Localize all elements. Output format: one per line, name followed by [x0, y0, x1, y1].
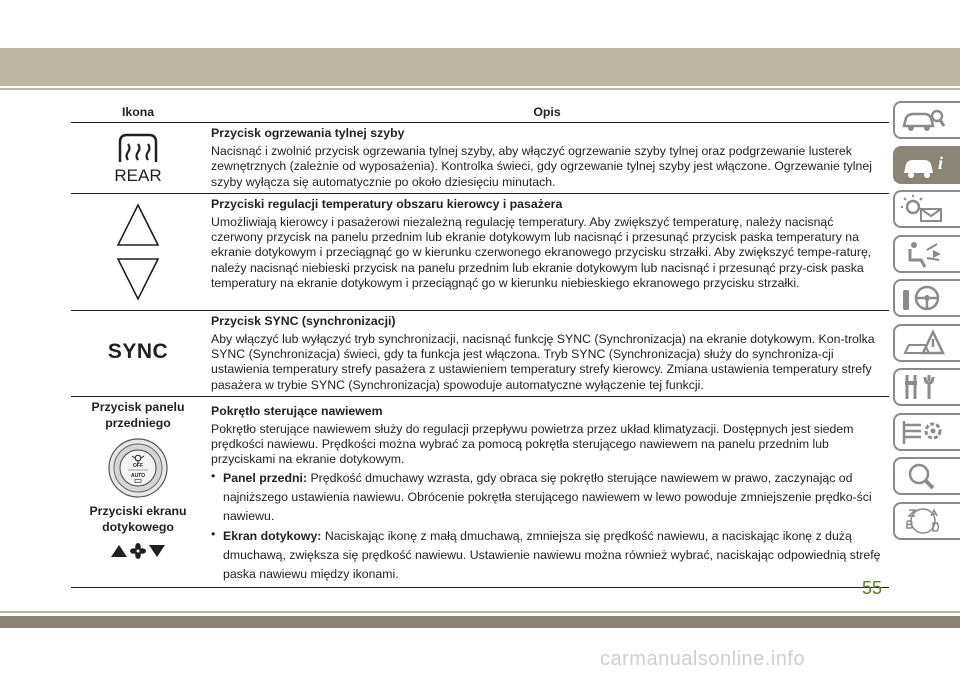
table-row-rear-defrost: [71, 123, 889, 194]
touchscreen-label-2: dotykowego: [102, 519, 174, 534]
top-decorative-band: [0, 48, 960, 86]
warning-lights-icon: [901, 195, 945, 223]
front-panel-label: Przycisk panelu: [91, 399, 185, 414]
header-icon-column: Ikona: [71, 104, 205, 123]
rear-defrost-icon: [116, 132, 160, 164]
sync-description: [205, 310, 889, 396]
row-text: Nacisnąć i zwolnić przycisk ogrzewania tylnej szyby, aby włączyć ogrzewanie szyby tylnej oraz podgrzewanie lusterek zewnętrznych (zależnie od wyposażenia). Kontrolka świeci, gdy ogrzewanie tylnej szyby jest włączone. Ogrzewanie tylnej szyby wyłącza się automatycznie po około dziesięciu minutach.: [211, 144, 872, 189]
bullet-text: Naciskając ikonę z małą dmuchawą, zmniejsza się prędkość nawiewu, a naciskając ikonę z dużą dmuchawą, zwiększa się prędkość nawiewu. Ustawienie nawiewu można również wybrać, naciskając odpowiednią strefę paska nawiewu między ikonami.: [223, 528, 881, 581]
row-text: Umożliwiają kierowcy i pasażerowi niezależną regulację temperatury. Aby zwiększyć temperaturę, należy nacisnąć czerwony przycisk na panelu przednim lub ekranie dotykowym lub nacisnąć i przesunąć przycisk paska temperatury na ekranie dotykowym i przeciągnąć go w kierunku czerwonego ekranowego przycisku strzałki. Aby zwiększyć tempe-raturę, należy nacisnąć niebieski przycisk na panelu przednim lub ekranie dotykowym lub nacisnąć i przesunąć przy-cisk paska temperatury na ekranie dotykowym i przeciągnąć go w kierunku niebieskiego ekranowego przycisku strzałki.: [211, 215, 872, 290]
row-text: Pokrętło sterujące nawiewem służy do regulacji przepływu powietrza przez układ klimatyzacji. Dostępnych jest siedem prędkości nawiewu. Prędkości można wybrać za pomocą pokrętła sterującego nawiewem na panelu przednim lub przyciskami na ekranie dotykowym.: [211, 422, 854, 467]
alphabet-icon: [901, 507, 945, 535]
knob-auto-label: AUTO: [130, 472, 146, 479]
touchscreen-label: Przyciski ekranu: [89, 503, 187, 518]
table-header-row: [71, 104, 889, 123]
row-title: Przycisk SYNC (synchronizacji): [211, 313, 396, 328]
tab-steering-wheel[interactable]: [893, 279, 960, 317]
rear-defrost-description: [205, 123, 889, 194]
temp-down-arrow-icon: [115, 256, 161, 302]
steering-wheel-icon: [901, 284, 945, 312]
rear-icon-label: REAR: [114, 166, 162, 185]
tab-car-search[interactable]: [893, 101, 960, 139]
row-title: Pokrętło sterujące nawiewem: [211, 403, 383, 418]
tab-alphabet[interactable]: [893, 502, 960, 540]
svg-text:i: i: [938, 152, 944, 173]
rear-defrost-icon-cell: [71, 123, 205, 194]
temperature-description: [205, 193, 889, 310]
blower-knob-icon: [107, 437, 169, 499]
temperature-icon-cell: [71, 193, 205, 310]
tab-specs[interactable]: [893, 413, 960, 451]
front-panel-label-2: przedniego: [105, 415, 171, 430]
hazard-icon: [901, 329, 945, 357]
bullet-label: Panel przedni:: [223, 470, 308, 485]
table-row-blower: [71, 396, 889, 587]
table-row-temperature: [71, 193, 889, 310]
row-title: Przyciski regulacji temperatury obszaru kierowcy i pasażera: [211, 196, 563, 211]
bullet-label: Ekran dotykowy:: [223, 528, 322, 543]
top-divider: [0, 88, 960, 90]
tab-tools[interactable]: [893, 368, 960, 406]
page-number: 55: [862, 578, 883, 598]
controls-table: [71, 104, 889, 588]
knob-off-label: OFF: [133, 462, 143, 469]
watermark: carmanualsonline.info: [600, 648, 806, 670]
tab-index-search[interactable]: [893, 457, 960, 495]
tab-warning-lights[interactable]: [893, 190, 960, 228]
bullet-text: Prędkość dmuchawy wzrasta, gdy obraca się pokrętło sterujące nawiewem w prawo, zaczynając od najniższego ustawienia nawiewu. Obrócenie pokrętła sterującego nawiewem w lewo powoduje zmniejszenie prędko-ści nawiewu.: [223, 470, 872, 523]
table-row-sync: [71, 310, 889, 396]
car-search-icon: [901, 106, 945, 134]
sync-icon-cell: [71, 310, 205, 396]
index-search-icon: [901, 462, 945, 490]
blower-description: [205, 396, 889, 587]
row-title: Przycisk ogrzewania tylnej szyby: [211, 126, 405, 140]
tools-icon: [901, 373, 945, 401]
car-info-icon: [901, 151, 945, 179]
bottom-decorative-band: [0, 616, 960, 628]
chapter-tabs: [893, 101, 960, 546]
seat-airbag-icon: [901, 240, 945, 268]
temp-up-arrow-icon: [115, 202, 161, 248]
tab-seat-airbag[interactable]: [893, 235, 960, 273]
sync-icon: SYNC: [107, 340, 169, 364]
bottom-divider: [0, 611, 960, 613]
specs-gear-icon: [901, 418, 945, 446]
tab-car-info[interactable]: [893, 146, 960, 184]
bullet-touchscreen: • Ekran dotykowy: Naciskając ikonę z małą dmuchawą, zmniejsza się prędkość nawiewu, a naciskając ikonę z dużą dmuchawą, zwiększa się prędkość nawiewu. Ustawienie nawiewu można również wybrać, naciskając odpowiednią strefę paska nawiewu między ikonami.: [211, 526, 881, 581]
row-text: Aby włączyć lub wyłączyć tryb synchronizacji, nacisnąć funkcję SYNC (Synchronizacja) na ekranie dotykowym. Kon-trolka SYNC (Synchronizacja) świeci, gdy ta funkcja jest włączona. Tryb SYNC (Synchronizacja) służy do synchroniza-cji ustawienia temperatury strefy pasażera z ustawieniem temperatury strefy kierowcy. Zmiana ustawienia temperatury strefy pasażera w trybie SYNC (Synchronizacja) spowoduje automatyczne wyłączenie tej funkcji.: [211, 332, 875, 392]
blower-icon-cell: [71, 396, 205, 587]
header-description-column: Opis: [205, 104, 889, 123]
fan-speed-buttons-icon: [109, 543, 167, 559]
bullet-front-panel: • Panel przedni: Prędkość dmuchawy wzrasta, gdy obraca się pokrętło sterujące nawiewem w prawo, zaczynając od najniższego ustawienia nawiewu. Obrócenie pokrętła sterującego nawiewem w lewo powoduje zmniejszenie prędko-ści nawiewu.: [211, 468, 872, 523]
tab-hazard[interactable]: [893, 324, 960, 362]
